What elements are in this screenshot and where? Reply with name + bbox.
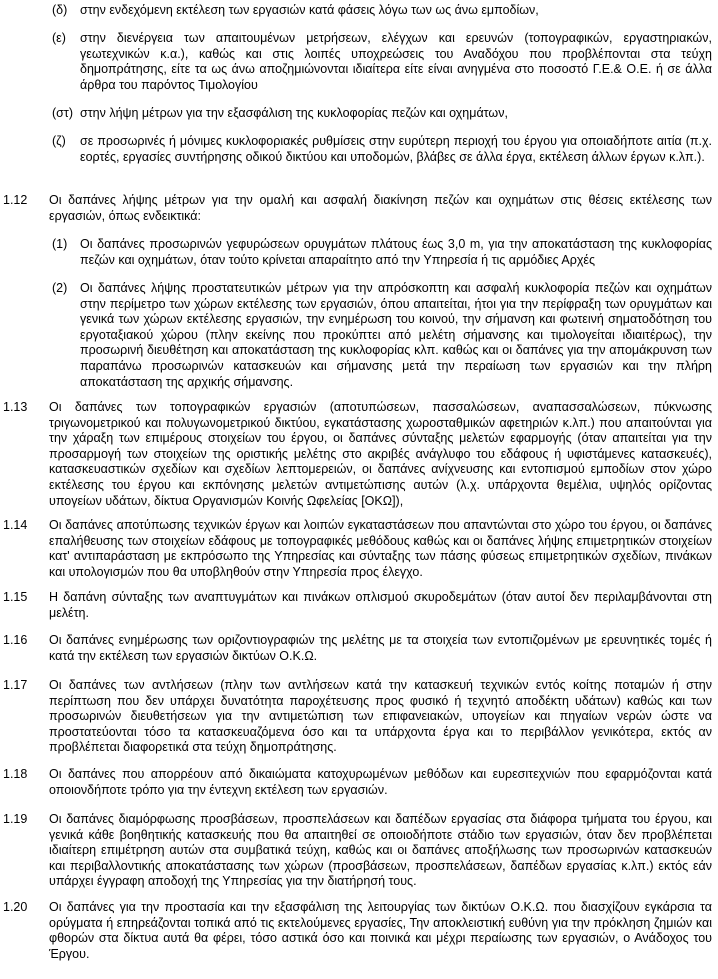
subitem-2 [52, 281, 712, 390]
item-text: Οι δαπάνες προσωρινών γεφυρώσεων ορυγμάτων πλάτους έως 3,0 m, για την αποκατάσταση της κυκλοφορίας πεζών και οχημάτων, όταν τούτο κρίνεται απαραίτητο από την Υπηρεσία ή τις αρμόδιες Αρχές [80, 237, 712, 267]
section-number: 1.12 [3, 193, 28, 207]
list-item-epsilon [52, 31, 712, 93]
section-text: Οι δαπάνες των τοπογραφικών εργασιών (αποτυπώσεων, πασσαλώσεων, αναπασσαλώσεων, πύκνωσης τριγωνομετρικού και πολυγωνομετρικού δικτύου, εγκατάστασης χωροσταθμικών αφετηριών κ.λπ.) που απαιτούνται για την χάραξη των επιμέρους στοιχείων του έργου, οι δαπάνες σύνταξης μελετών εφαρμογής (όταν απαιτείται για την προσαρμογή των στοιχείων της οριστικής μελέτης στο ακριβές ανάγλυφο του εδάφους ή υφιστάμενες κατασκευές), κατασκευαστικών σχεδίων και σχεδίων λεπτομερειών, οι δαπάνες ανίχνευσης και εντοπισμού εμποδίων στον χώρο εκτέλεσης του έργου και εκπόνησης μελετών αντιμετώπισης αυτών (λ.χ. υπάρχοντα θεμέλια, υψηλός ορίζοντας υπογείων υδάτων, δίκτυα Οργανισμών Κοινής Ωφελείας [ΟΚΩ]), [49, 400, 712, 508]
item-label: (ζ) [52, 134, 66, 148]
section-text: Οι δαπάνες των αντλήσεων (πλην των αντλήσεων κατά την κατασκευή τεχνικών εντός κοίτης ποταμών ή στην περίπτωση που δεν υπάρχει δυνατότητα παροχέτευσης προς φυσικό ή τεχνητό αποδέκτη υδάτων) καθώς και των προσωρινών διευθετήσεων για την αντιμετώπιση των επιφανειακών, υπογείων και πηγαίων νερών ώστε να προστατεύονται τόσο τα κατασκευαζόμενα όσο και τα υπάρχοντα έργα και το περιβάλλον γενικότερα, εκτός αν προβλέπεται διαφορετικά στα τεύχη δημοπράτησης. [49, 678, 712, 755]
section-1-19 [3, 812, 712, 890]
section-text: Οι δαπάνες για την προστασία και την εξασφάλιση της λειτουργίας των δικτύων Ο.Κ.Ω. που διασχίζουν εγκάρσια τα ορύγματα ή επηρεάζονται τοπικά από τις εκτελούμενες εργασίες, Την αποκλειστική ευθύνη για την πρόκληση ζημιών και φθορών στα δίκτυα αυτά θα φέρει, τόσο αστικά όσο και ποινικά και μέχρι περαίωσης των εργασιών, ο Ανάδοχος του Έργου. [49, 900, 712, 961]
item-label: (ε) [52, 31, 66, 45]
section-1-13 [3, 400, 712, 509]
list-item-delta [52, 3, 712, 19]
section-1-15 [3, 590, 712, 621]
section-text: Οι δαπάνες λήψης μέτρων για την ομαλή και ασφαλή διακίνηση πεζών και οχημάτων στις θέσεις εκτέλεσης των εργασιών, όπως ενδεικτικά: [49, 193, 712, 223]
item-label: (1) [52, 237, 68, 251]
section-1-16 [3, 633, 712, 664]
list-item-st [52, 106, 712, 122]
section-1-20 [3, 900, 712, 962]
section-number: 1.18 [3, 767, 28, 781]
item-label: (στ) [52, 106, 73, 120]
section-number: 1.16 [3, 633, 28, 647]
section-number: 1.20 [3, 900, 28, 914]
section-text: Οι δαπάνες ενημέρωσης των οριζοντιογραφιών της μελέτης με τα στοιχεία των εντοπιζομένων με ερευνητικές τομές ή κατά την εκτέλεση των εργασιών δικτύων Ο.Κ.Ω. [49, 633, 712, 663]
section-1-12 [3, 193, 712, 224]
list-item-zeta [52, 134, 712, 165]
item-text: στην λήψη μέτρων για την εξασφάλιση της κυκλοφορίας πεζών και οχημάτων, [80, 106, 508, 120]
item-label: (2) [52, 281, 68, 295]
section-text: Οι δαπάνες αποτύπωσης τεχνικών έργων και λοιπών εγκαταστάσεων που απαντώνται στο χώρο του έργου, οι δαπάνες επαλήθευσης των στοιχείων εδάφους με τοπογραφικές μεθόδους καθώς και οι δαπάνες λήψης επιμετρητικών στοιχείων κατ' αντιπαράσταση με εκπρόσωπο της Υπηρεσίας και σύνταξης των πάσης φύσεως επιμετρητικών σχεδίων, πινάκων και υπολογισμών που θα υποβληθούν στην Υπηρεσία προς έλεγχο. [49, 518, 712, 579]
section-number: 1.13 [3, 400, 28, 414]
section-1-17 [3, 678, 712, 756]
section-number: 1.14 [3, 518, 28, 532]
item-text: στην διενέργεια των απαιτουμένων μετρήσεων, ελέγχων και ερευνών (τοπογραφικών, εργαστηριακών, γεωτεχνικών κ.α.), καθώς και στις λοιπές υποχρεώσεις του Αναδόχου που προβλέπονται στα τεύχη δημοπράτησης, είτε τα ως άνω αποζημιώνονται ιδιαίτερα είτε είναι ανηγμένα στο ποσοστό Γ.Ε.& Ο.Ε. ή σε άλλα άρθρα του παρόντος Τιμολογίου [80, 31, 712, 92]
item-text: στην ενδεχόμενη εκτέλεση των εργασιών κατά φάσεις λόγω των ως άνω εμποδίων, [80, 3, 539, 17]
section-1-14 [3, 518, 712, 580]
section-text: Οι δαπάνες που απορρέουν από δικαιώματα κατοχυρωμένων μεθόδων και ευρεσιτεχνιών που εφαρμόζονται κατά οποιονδήποτε τρόπο για την έντεχνη εκτέλεση των εργασιών. [49, 767, 712, 797]
item-text: Οι δαπάνες λήψης προστατευτικών μέτρων για την απρόσκοπτη και ασφαλή κυκλοφορία πεζών και οχημάτων στην περίμετρο των χώρων εκτέλεσης των εργασιών, όπου απαιτείται, ήτοι για την περίφραξη των ορυγμάτων και γενικά των χώρων εκτέλεσης εργασιών, την ενημέρωση του κοινού, την σήμανση και φωτεινή σηματοδότηση του εργοταξιακού χώρου (πλην εκείνης που προκύπτει από μελέτη σήμανσης και τιμολογείται ιδιαιτέρως), την προσωρινή διευθέτηση και αποκατάσταση της κυκλοφορίας κλπ. καθώς και οι δαπάνες για την απομάκρυνση των παραπάνω προσωρινών κατασκευών και σήμανσης μετά την περαίωση των εργασιών και την πλήρη αποκατάσταση της αρχικής σήμανσης. [80, 281, 712, 389]
section-number: 1.17 [3, 678, 28, 692]
section-1-18 [3, 767, 712, 798]
section-text: Η δαπάνη σύνταξης των αναπτυγμάτων και πινάκων οπλισμού σκυροδεμάτων (όταν αυτοί δεν περιλαμβάνονται στη μελέτη. [49, 590, 712, 620]
item-text: σε προσωρινές ή μόνιμες κυκλοφοριακές ρυθμίσεις στην ευρύτερη περιοχή του έργου για οποιαδήποτε αιτία (π.χ. εορτές, εργασίες συντήρησης οδικού δικτύου και υποδομών, βλάβες σε άλλα έργα, εκτέλεση άλλων έργων κ.λπ.). [80, 134, 712, 164]
subitem-1 [52, 237, 712, 268]
item-label: (δ) [52, 3, 68, 17]
section-text: Οι δαπάνες διαμόρφωσης προσβάσεων, προσπελάσεων και δαπέδων εργασίας στα διάφορα τμήματα του έργου, και γενικά κάθε βοηθητικής κατασκευής που θα απαιτηθεί σε οποιοδήποτε στάδιο των εργασιών, όταν δεν προβλέπεται ιδιαίτερη επιμέτρηση αυτών στα συμβατικά τεύχη, καθώς και οι δαπάνες αποξήλωσης των προσωρινών κατασκευών και περιβαλλοντικής αποκατάστασης των χώρων (προσβάσεων, προσπελάσεων, δαπέδων εργασίας κ.λπ.) εκτός εάν υπάρχει έγγραφη αποδοχή της Υπηρεσίας για την διατήρησή τους. [49, 812, 712, 889]
section-number: 1.15 [3, 590, 28, 604]
section-number: 1.19 [3, 812, 28, 826]
